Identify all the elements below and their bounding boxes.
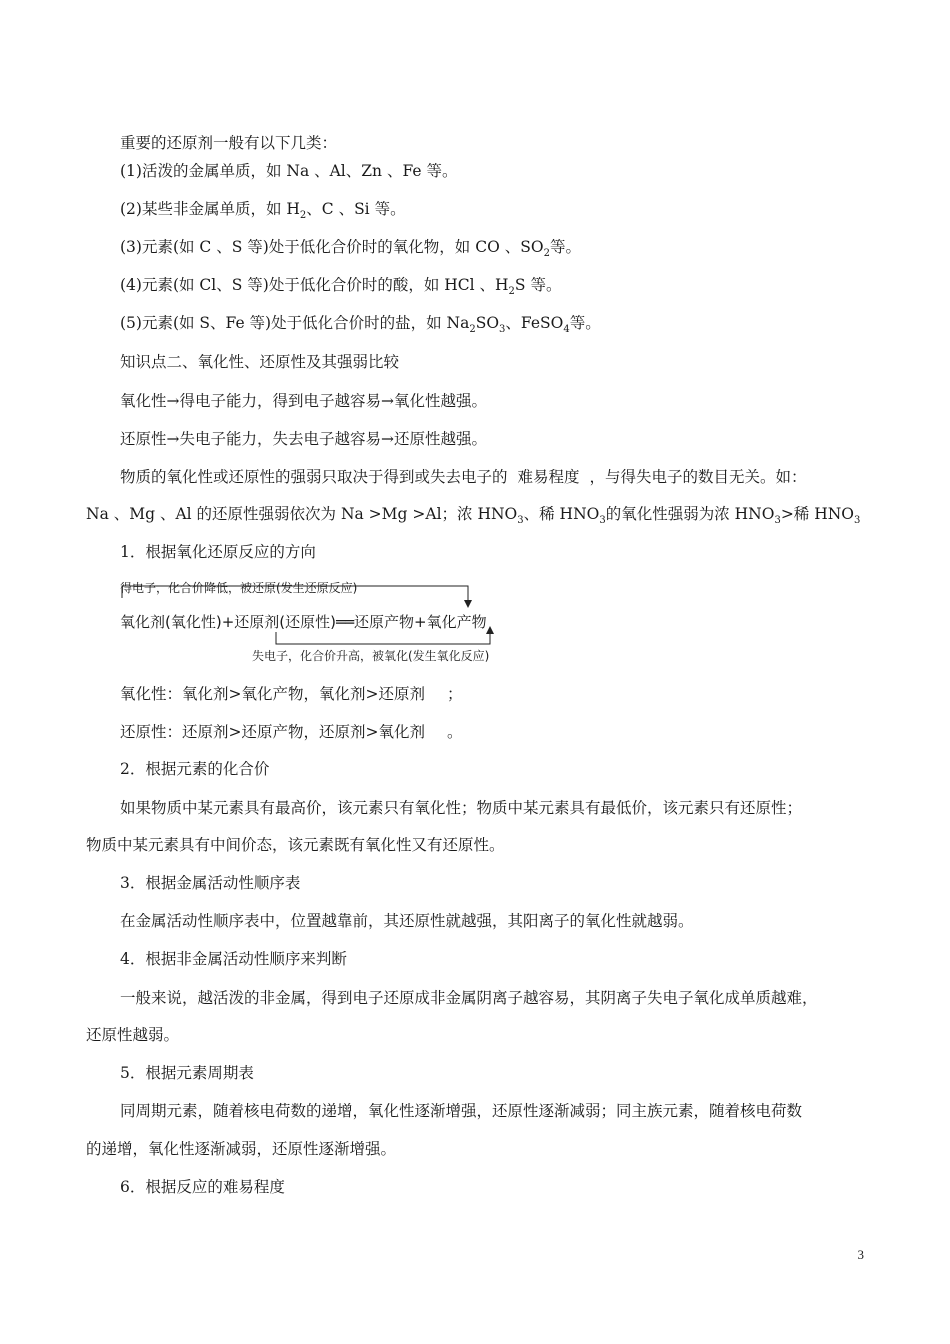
text-line: 的递增，氧化性逐渐减弱，还原性逐渐增强。	[86, 1140, 397, 1158]
text-line: 在金属活动性顺序表中，位置越靠前，其还原性就越强，其阳离子的氧化性就越弱。	[120, 912, 694, 930]
redox-diagram	[116, 576, 536, 666]
subheading: 2．根据元素的化合价	[120, 760, 270, 778]
text-line: 一般来说，越活泼的非金属，得到电子还原成非金属阴离子越容易，其阴离子失电子氧化成单质越难，	[120, 989, 818, 1007]
page-number: 3	[857, 1247, 864, 1262]
diagram-top-label: 得电子，化合价降低，被还原(发生还原反应)	[120, 581, 358, 595]
text-line: 还原性越弱。	[86, 1026, 180, 1044]
subheading: 5．根据元素周期表	[120, 1064, 254, 1082]
text-line: (1)活泼的金属单质，如 Na 、Al、Zn 、Fe 等。	[120, 162, 458, 180]
text-line: (2)某些非金属单质，如 $H_2$、C 、Si 等。	[120, 200, 406, 221]
subheading: 6．根据反应的难易程度	[120, 1178, 285, 1196]
subheading: 4．根据非金属活动性顺序来判断	[120, 950, 347, 968]
section-heading: 知识点二、氧化性、还原性及其强弱比较	[120, 353, 400, 371]
text-line: 重要的还原剂一般有以下几类：	[120, 134, 338, 152]
text-line: 还原性：还原剂>还原产物，还原剂>氧化剂 。	[120, 723, 463, 741]
text-line: 同周期元素，随着核电荷数的递增，氧化性逐渐增强，还原性逐渐减弱；同主族元素，随着核电荷数	[120, 1102, 803, 1120]
text-line: 氧化性→得电子能力，得到电子越容易→氧化性越强。	[120, 392, 487, 410]
text-line: 物质中某元素具有中间价态，该元素既有氧化性又有还原性。	[86, 836, 505, 854]
subheading: 1．根据氧化还原反应的方向	[120, 543, 316, 561]
text-line: (3)元素(如 C 、S 等)处于低化合价时的氧化物，如 CO 、$SO_2$等。	[120, 238, 581, 259]
diagram-equation: 氧化剂(氧化性)+还原剂(还原性)══还原产物+氧化产物	[120, 613, 487, 631]
text-line: Na 、Mg 、Al 的还原性强弱依次为 Na >Mg >Al；浓 $HNO_3$、稀 $HNO_3$的氧化性强弱为浓 $HNO_3>$稀 $HNO_3$	[86, 505, 861, 526]
text-line: (5)元素(如 S、Fe 等)处于低化合价时的盐，如 $Na_2SO_3$、FeSO$_4$等。	[120, 314, 601, 335]
subheading: 3．根据金属活动性顺序表	[120, 874, 301, 892]
diagram-bottom-label: 失电子，化合价升高，被氧化(发生氧化反应)	[252, 649, 490, 663]
text-line: 物质的氧化性或还原性的强弱只取决于得到或失去电子的 难易程度 ，与得失电子的数目无关。如：	[120, 468, 807, 486]
text-line: 如果物质中某元素具有最高价，该元素只有氧化性；物质中某元素具有最低价，该元素只有还原性；	[120, 799, 803, 817]
text-line: (4)元素(如 Cl、S 等)处于低化合价时的酸，如 HCl 、$H_2S$ 等。	[120, 276, 562, 297]
text-line: 还原性→失电子能力，失去电子越容易→还原性越强。	[120, 430, 487, 448]
text-line: 氧化性：氧化剂>氧化产物，氧化剂>还原剂 ；	[120, 685, 463, 703]
